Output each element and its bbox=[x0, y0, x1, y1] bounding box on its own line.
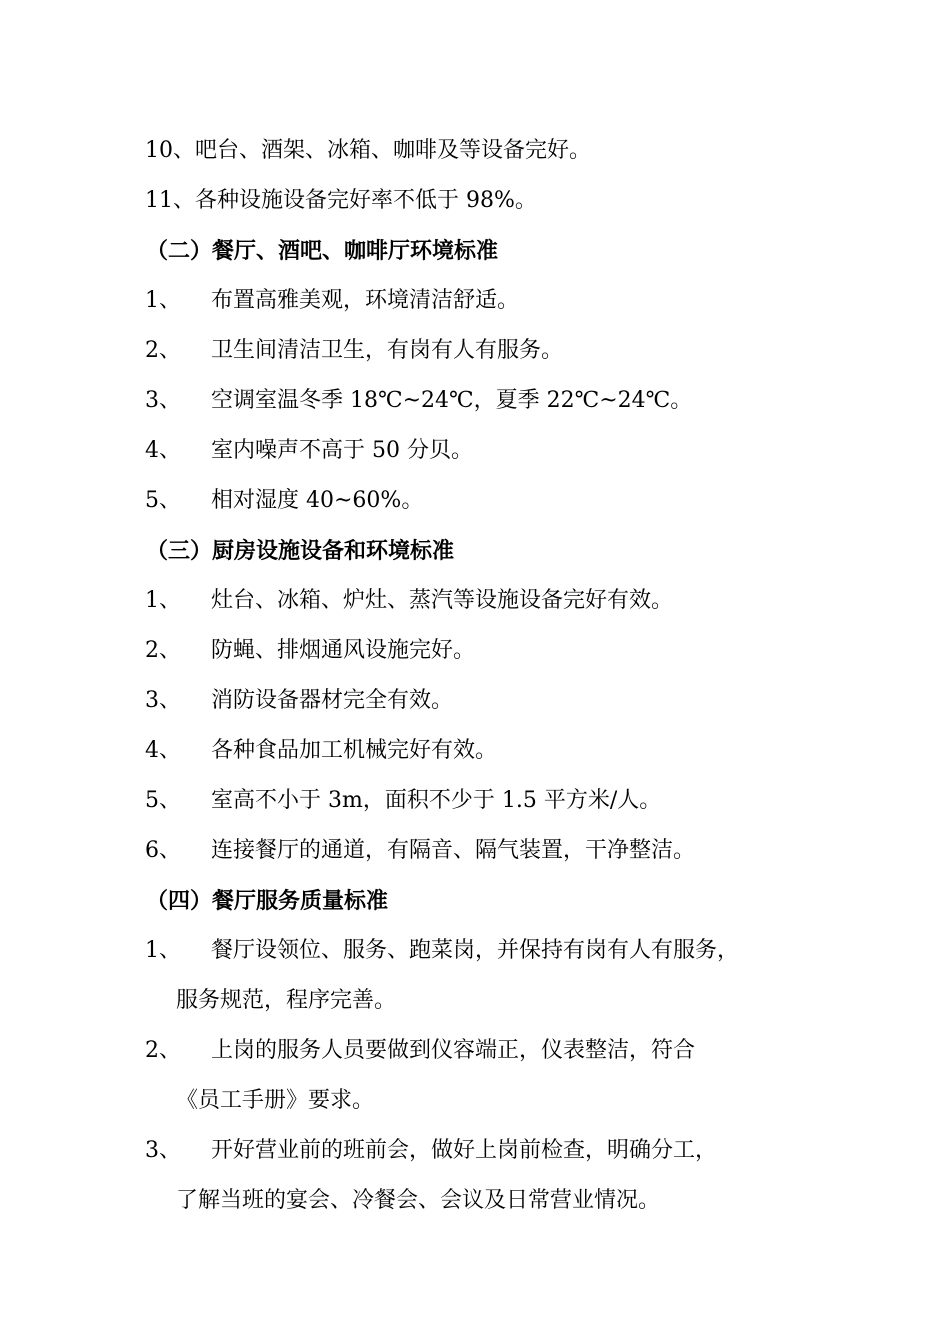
list-item bbox=[145, 1136, 717, 1166]
list-item bbox=[145, 586, 673, 616]
list-item-11: 11、各种设施设备完好率不低于 98%。 bbox=[145, 188, 537, 213]
list-item bbox=[145, 436, 473, 466]
list-text: 防蝇、排烟通风设施完好。 bbox=[211, 638, 476, 663]
section-heading-2: （二）餐厅、酒吧、咖啡厅环境标准 bbox=[146, 238, 499, 264]
list-item bbox=[145, 936, 739, 966]
list-item bbox=[145, 336, 563, 366]
section-heading-4: （四）餐厅服务质量标准 bbox=[146, 888, 389, 914]
list-item bbox=[145, 286, 519, 316]
list-number: 6、 bbox=[145, 838, 181, 863]
list-item bbox=[145, 386, 692, 416]
list-number: 5、 bbox=[145, 488, 181, 513]
list-text: 卫生间清洁卫生，有岗有人有服务。 bbox=[211, 338, 564, 363]
list-text: 消防设备器材完全有效。 bbox=[211, 688, 454, 713]
list-number: 1、 bbox=[145, 938, 181, 963]
list-text: 灶台、冰箱、炉灶、蒸汽等设施设备完好有效。 bbox=[211, 588, 674, 613]
list-text: 开好营业前的班前会，做好上岗前检查，明确分工， bbox=[211, 1138, 718, 1163]
list-number: 1、 bbox=[145, 288, 181, 313]
list-text: 相对湿度 40~60%。 bbox=[211, 488, 424, 513]
list-number: 4、 bbox=[145, 738, 181, 763]
list-number: 2、 bbox=[145, 338, 181, 363]
list-item bbox=[145, 636, 475, 666]
list-text: 室高不小于 3m，面积不少于 1.5 平方米/人。 bbox=[211, 788, 662, 813]
list-number: 3、 bbox=[145, 1138, 181, 1163]
list-item-continuation: 了解当班的宴会、冷餐会、会议及日常营业情况。 bbox=[176, 1188, 661, 1213]
list-item bbox=[145, 486, 423, 516]
list-text: 各种食品加工机械完好有效。 bbox=[211, 738, 498, 763]
list-number: 2、 bbox=[145, 1038, 181, 1063]
list-number: 3、 bbox=[145, 388, 181, 413]
list-number: 5、 bbox=[145, 788, 181, 813]
list-item-10: 10、吧台、酒架、冰箱、咖啡及等设备完好。 bbox=[145, 138, 591, 163]
section-heading-3: （三）厨房设施设备和环境标准 bbox=[146, 538, 455, 564]
list-text: 空调室温冬季 18℃~24℃，夏季 22℃~24℃。 bbox=[211, 388, 693, 413]
list-item-continuation: 《员工手册》要求。 bbox=[176, 1088, 375, 1113]
list-number: 4、 bbox=[145, 438, 181, 463]
list-item-continuation: 服务规范，程序完善。 bbox=[176, 988, 397, 1013]
list-item bbox=[145, 686, 453, 716]
list-item bbox=[145, 836, 695, 866]
list-item bbox=[145, 736, 497, 766]
list-text: 上岗的服务人员要做到仪容端正，仪表整洁，符合 bbox=[211, 1038, 696, 1063]
list-item bbox=[145, 1036, 695, 1066]
list-number: 1、 bbox=[145, 588, 181, 613]
list-text: 布置高雅美观，环境清洁舒适。 bbox=[211, 288, 520, 313]
list-number: 3、 bbox=[145, 688, 181, 713]
list-number: 2、 bbox=[145, 638, 181, 663]
list-text: 室内噪声不高于 50 分贝。 bbox=[211, 438, 473, 463]
list-text: 餐厅设领位、服务、跑菜岗，并保持有岗有人有服务， bbox=[211, 938, 740, 963]
list-text: 连接餐厅的通道，有隔音、隔气装置，干净整洁。 bbox=[211, 838, 696, 863]
list-item bbox=[145, 786, 661, 816]
